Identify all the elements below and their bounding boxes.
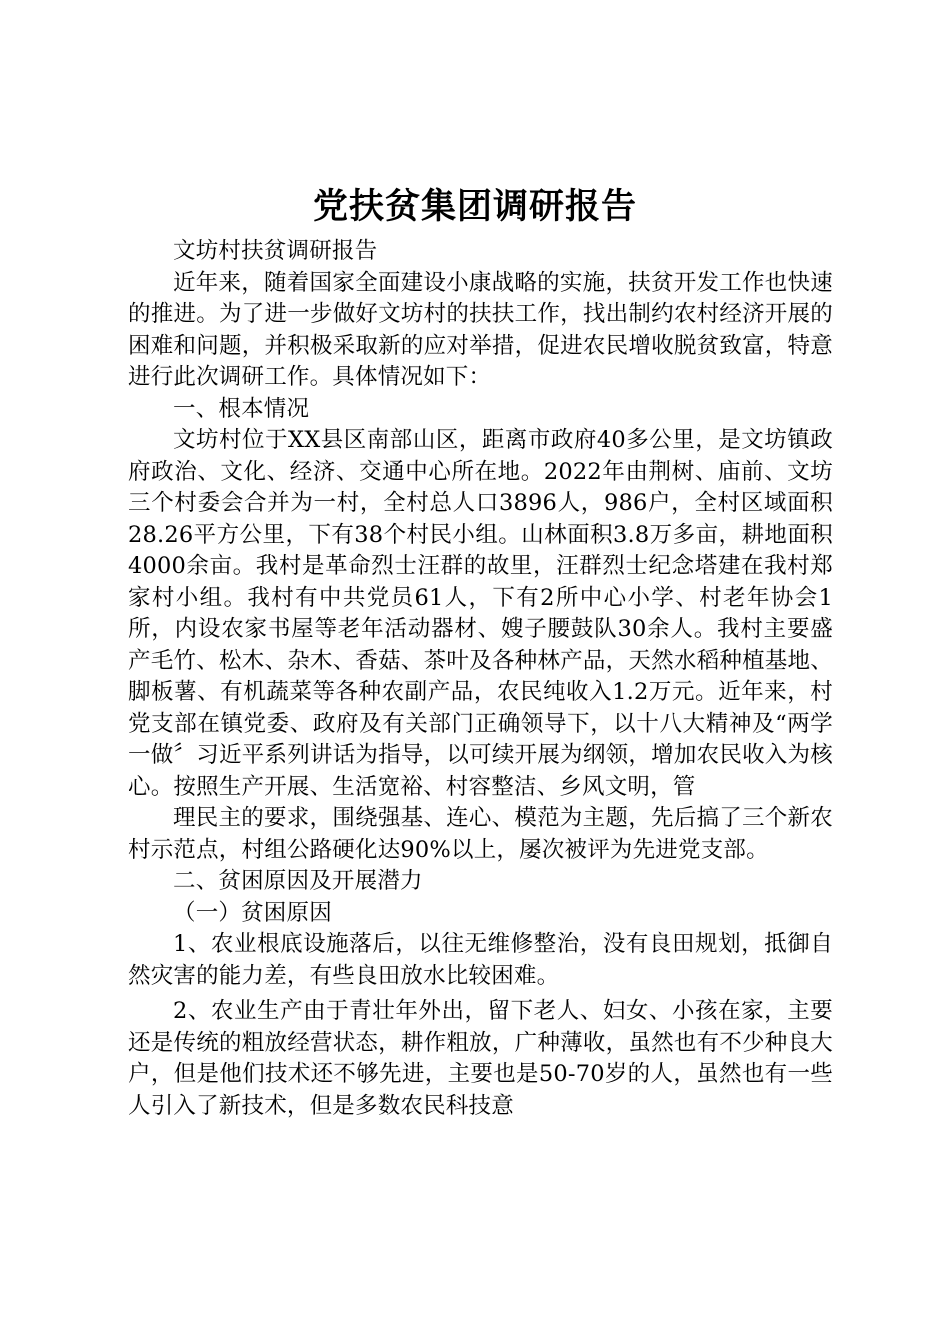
paragraph-basic-continued: 理民主的要求，围绕强基、连心、模范为主题，先后搞了三个新农村示范点，村组公路硬化达90%以上，屡次被评为先进党支部。 [128,805,833,863]
paragraph-basic-situation: 文坊村位于XX县区南部山区，距离市政府40多公里，是文坊镇政府政治、文化、经济、交通中心所在地。2022年由荆树、庙前、文坊三个村委会合并为一村，全村总人口3896人，986户，全村区域面积28.26平方公里，下有38个村民小组。山林面积3.8万多亩，耕地面积4000余亩。我村是革命烈士汪群的故里，汪群烈士纪念塔建在我村郑家村小组。我村有中共党员61人，下有2所中心小学、村老年协会1所，内设农家书屋等老年活动器材、嫂子腰鼓队30余人。我村主要盛产毛竹、松木、杂木、香菇、茶叶及各种林产品，天然水稻种植基地、脚板薯、有机蔬菜等各种农副产品，农民纯收入1.2万元。近年来，村党支部在镇党委、政府及有关部门正确领导下，以十八大精神及“两学一做〞习近平系列讲话为指导，以可续开展为纲领，增加农民收入为核心。按照生产开展、生活宽裕、村容整洁、乡风文明，管 [128,427,833,800]
document-body [128,236,833,1122]
document-title: 党扶贫集团调研报告 [312,187,637,227]
paragraph-subtitle: 文坊村扶贫调研报告 [173,238,378,264]
paragraph-cause-1: 1、农业根底设施落后，以往无维修整治，没有良田规划，抵御自然灾害的能力差，有些良田放水比较困难。 [128,931,833,989]
section-heading-poverty: 二、贫困原因及开展潜力 [173,868,423,894]
paragraph-cause-2: 2、农业生产由于青壮年外出，留下老人、妇女、小孩在家，主要还是传统的粗放经营状态，耕作粗放，广种薄收，虽然也有不少种良大户，但是他们技术还不够先进，主要也是50-70岁的人，虽然也有一些人引入了新技术，但是多数农民科技意 [128,998,833,1119]
paragraph-intro: 近年来，随着国家全面建设小康战略的实施，扶贫开发工作也快速的推进。为了进一步做好文坊村的扶扶工作，找出制约农村经济开展的困难和问题，并积极采取新的应对举措，促进农民增收脱贫致富，特意进行此次调研工作。具体情况如下： [128,269,833,390]
section-heading-basic: 一、根本情况 [173,395,310,422]
subsection-heading-causes: （一）贫困原因 [173,899,332,926]
